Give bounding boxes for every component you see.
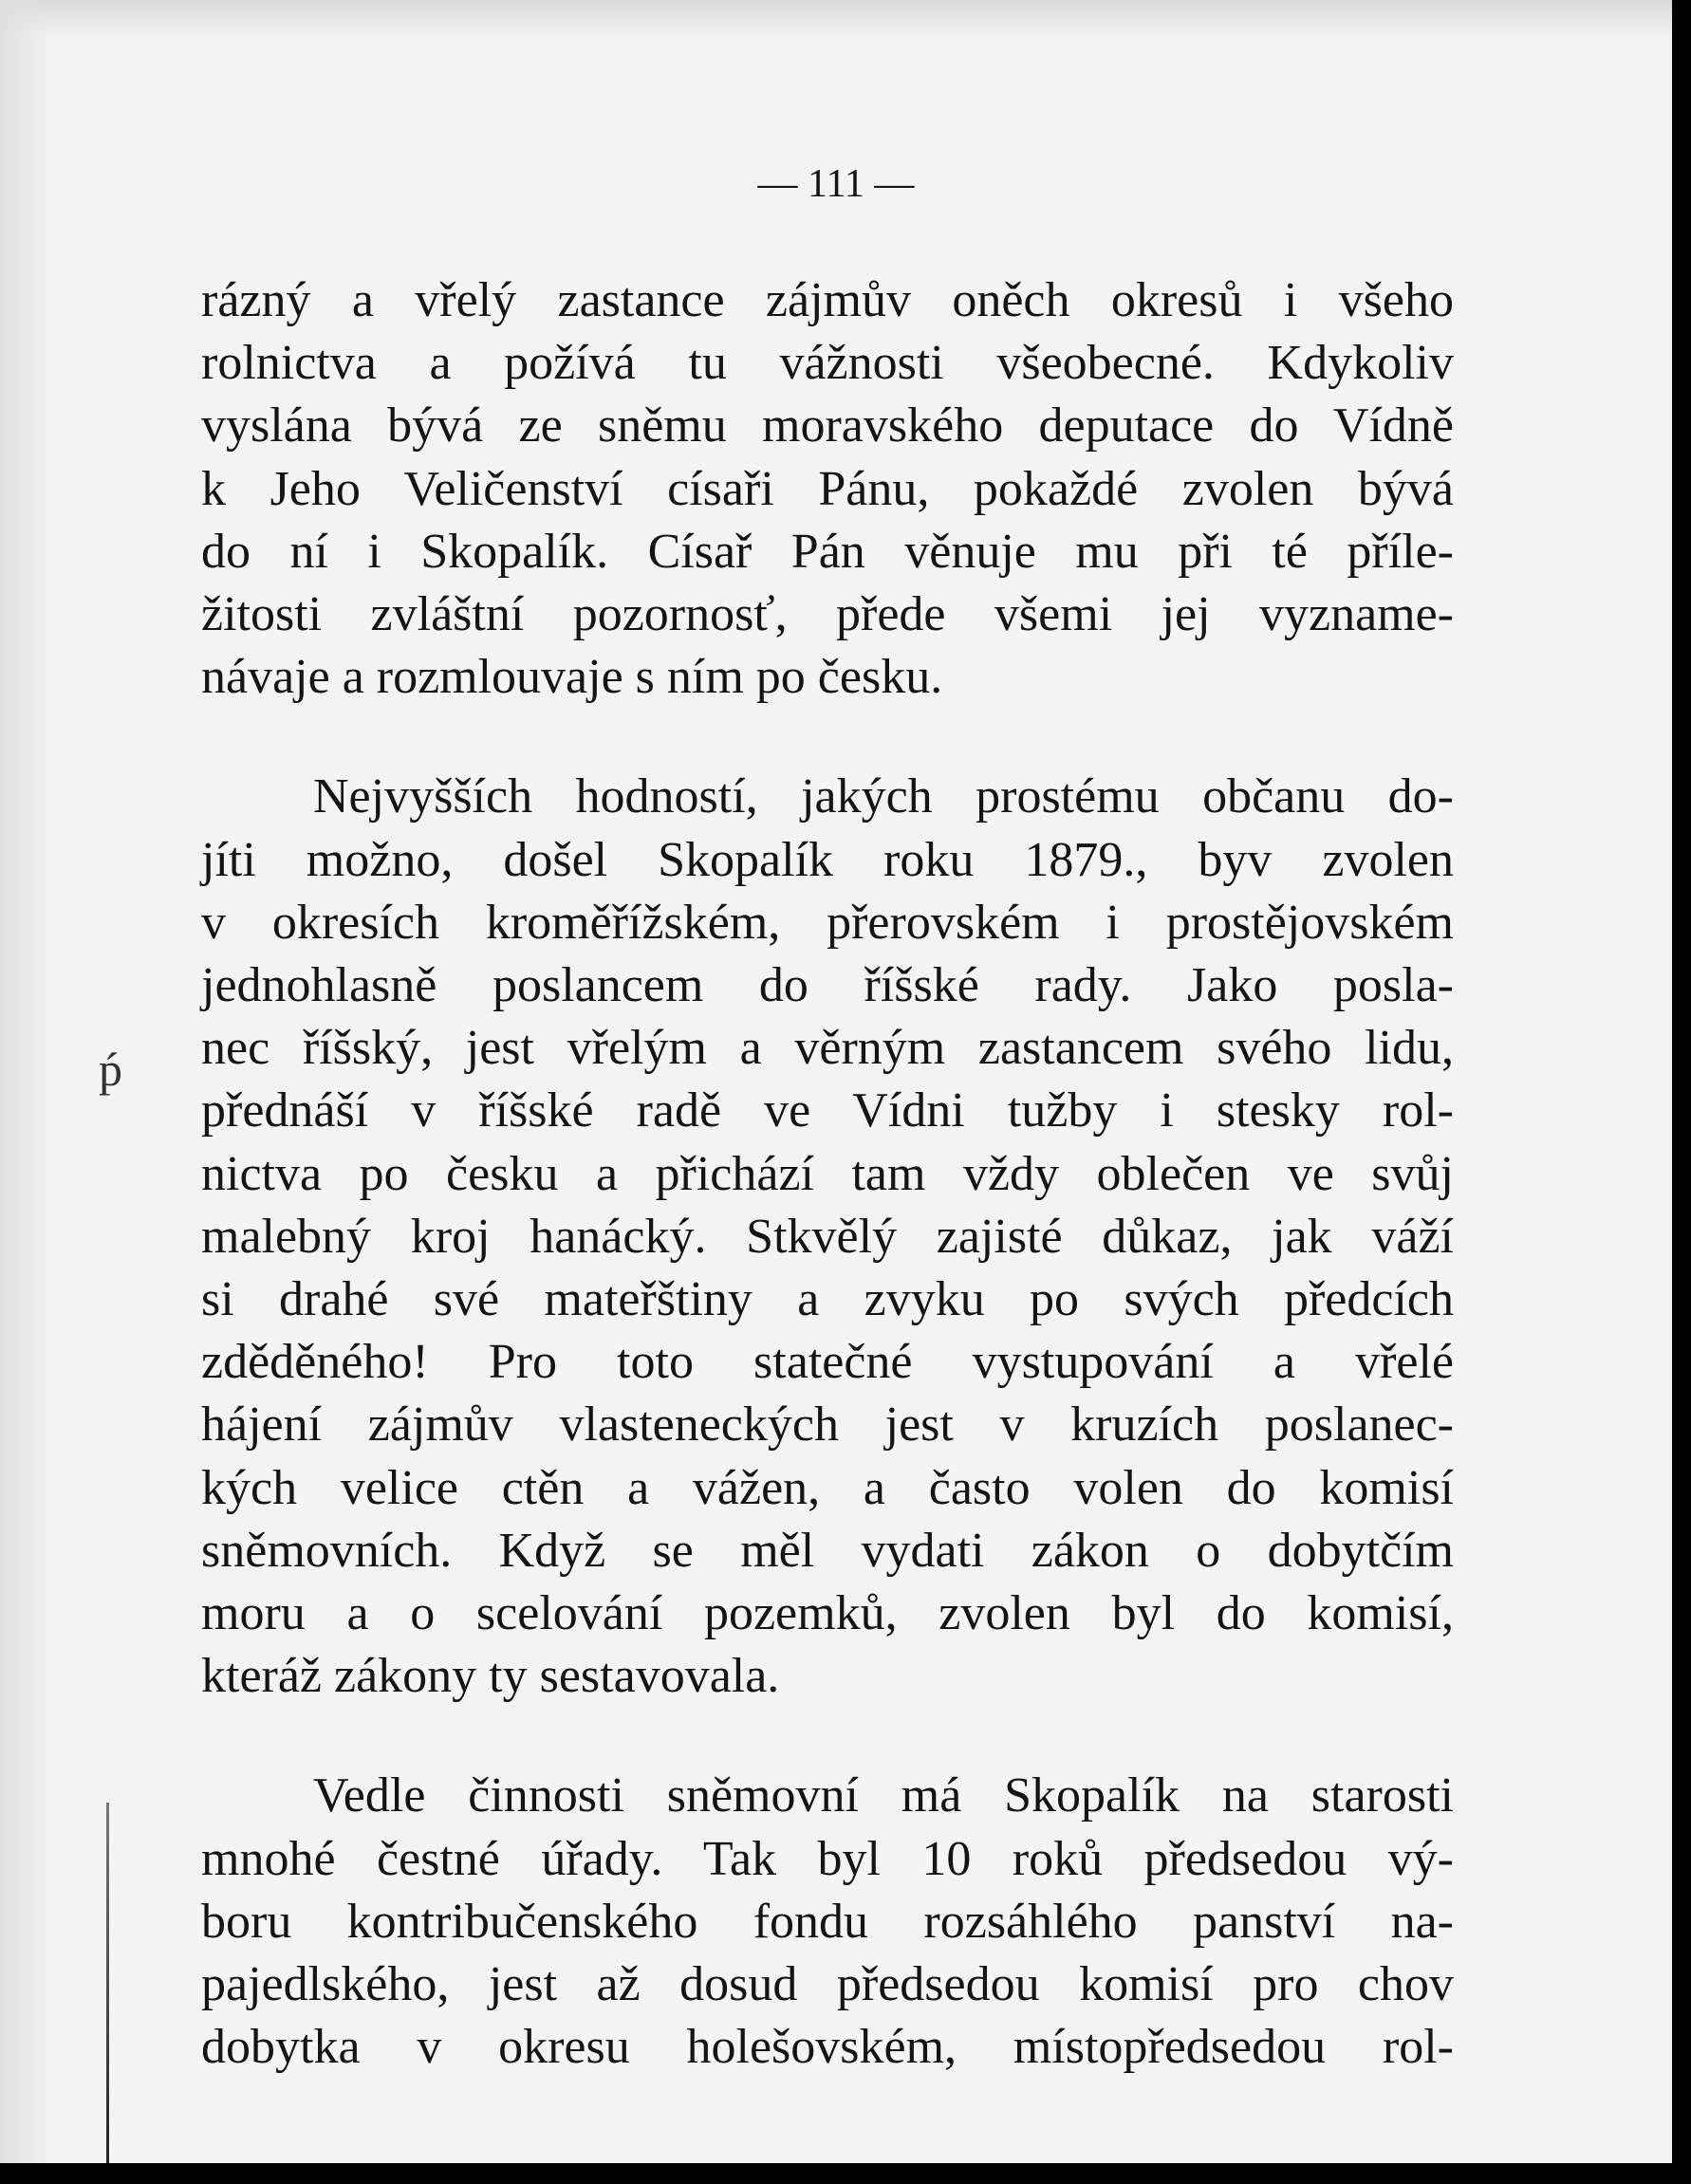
- text-line: jíti možno, došel Skopalík roku 1879., byv zvolen: [201, 832, 1454, 887]
- text-line: boru kontribučenského fondu rozsáhlého panství na-: [201, 1894, 1454, 1949]
- text-line: si drahé své mateřštiny a zvyku po svých předcích: [201, 1272, 1454, 1327]
- binding-shadow-line: [106, 1803, 109, 2163]
- margin-mark: ṕ: [99, 1043, 122, 1096]
- paragraph-1: [201, 269, 1454, 709]
- paragraph-gap: [201, 709, 1454, 766]
- body-text: [201, 269, 1454, 2079]
- text-line: rázný a vřelý zastance zájmův oněch okresů i všeho: [201, 273, 1454, 327]
- page-edge-shadow-left: [0, 0, 57, 2163]
- text-line: žitosti zvláštní pozornosť, přede všemi jej vyzname-: [201, 587, 1454, 642]
- paragraph-gap: [201, 1708, 1454, 1765]
- text-line: mnohé čestné úřady. Tak byl 10 roků předsedou vý-: [201, 1831, 1454, 1886]
- page-edge-shadow-top: [0, 0, 1672, 38]
- text-line: v okresích kroměřížském, přerovském i prostějovském: [201, 895, 1454, 950]
- text-line: kých velice ctěn a vážen, a často volen do komisí: [201, 1460, 1454, 1515]
- text-line: vyslána bývá ze sněmu moravského deputace do Vídně: [201, 398, 1454, 453]
- text-line: návaje a rozmlouvaje s ním po česku.: [201, 650, 943, 705]
- text-line: sněmovních. Když se měl vydati zákon o dobytčím: [201, 1523, 1454, 1578]
- text-line: k Jeho Veličenství císaři Pánu, pokaždé zvolen bývá: [201, 461, 1454, 516]
- text-line: jednohlasně poslancem do říšské rady. Jako posla-: [201, 958, 1454, 1013]
- text-line: kteráž zákony ty sestavovala.: [201, 1649, 780, 1704]
- paragraph-2: [201, 766, 1454, 1708]
- text-line: Vedle činnosti sněmovní má Skopalík na starosti: [313, 1768, 1454, 1823]
- text-line: rolnictva a požívá tu vážnosti všeobecné. Kdykoliv: [201, 336, 1454, 391]
- text-line: zděděného! Pro toto statečné vystupování a vřelé: [201, 1335, 1454, 1390]
- paragraph-3: [201, 1765, 1454, 2079]
- text-line: přednáší v říšské radě ve Vídni tužby i stesky rol-: [201, 1083, 1454, 1138]
- text-line: do ní i Skopalík. Císař Pán věnuje mu při té příle-: [201, 524, 1454, 579]
- text-line: malebný kroj hanácký. Stkvělý zajisté důkaz, jak váží: [201, 1209, 1454, 1264]
- page-number: — 111 —: [757, 162, 915, 206]
- text-line: dobytka v okresu holešovském, místopředsedou rol-: [201, 2020, 1454, 2075]
- text-line: moru a o scelování pozemků, zvolen byl do komisí,: [201, 1586, 1454, 1641]
- text-line: hájení zájmův vlasteneckých jest v kruzích poslanec-: [201, 1397, 1454, 1453]
- text-line: nec říšský, jest vřelým a věrným zastancem svého lidu,: [201, 1021, 1454, 1076]
- text-line: nictva po česku a přichází tam vždy oblečen ve svůj: [201, 1146, 1454, 1201]
- text-line: Nejvyšších hodností, jakých prostému občanu do-: [313, 769, 1454, 824]
- text-line: pajedlského, jest až dosud předsedou komisí pro chov: [201, 1957, 1454, 2012]
